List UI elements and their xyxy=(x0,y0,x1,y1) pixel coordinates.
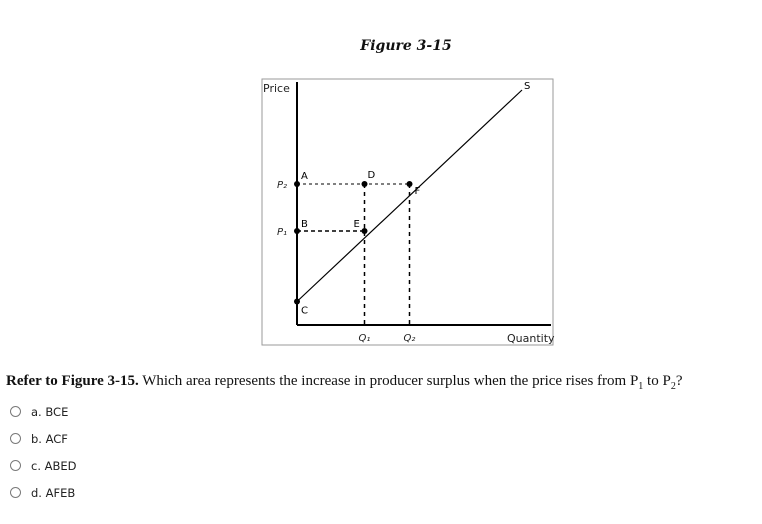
point-e-label: E xyxy=(353,219,360,230)
question-body-1: Which area represents the increase in producer surplus when the price rises from P xyxy=(138,373,639,389)
point-f-label: F xyxy=(414,186,421,197)
point-d-label: D xyxy=(367,170,376,181)
point-d-dot xyxy=(362,181,368,187)
y-tick-label-p2: P₂ xyxy=(277,180,288,191)
y-tick-label-p1: P₁ xyxy=(277,227,288,238)
radio-button[interactable] xyxy=(10,406,21,417)
point-b-dot xyxy=(294,228,300,234)
answer-options xyxy=(10,398,77,506)
option-d[interactable] xyxy=(10,479,77,506)
point-a-label: A xyxy=(301,171,308,182)
question-figure-ref: Refer to Figure 3-15. xyxy=(6,373,139,389)
radio-button[interactable] xyxy=(10,487,21,498)
option-a[interactable] xyxy=(10,398,77,425)
supply-curve-label: S xyxy=(524,81,531,92)
option-label: d. AFEB xyxy=(31,485,76,500)
option-c[interactable] xyxy=(10,452,77,479)
point-e-dot xyxy=(362,228,368,234)
question-p2-sub: 2 xyxy=(670,381,676,392)
option-label: a. BCE xyxy=(31,404,69,419)
point-b-label: B xyxy=(301,219,308,230)
option-label: c. ABED xyxy=(31,458,77,473)
question-body-3: ? xyxy=(675,373,683,389)
point-f-dot xyxy=(407,181,413,187)
x-axis-label: Quantity xyxy=(507,332,555,345)
figure-title: Figure 3-15 xyxy=(360,38,452,54)
point-a-dot xyxy=(294,181,300,187)
radio-button[interactable] xyxy=(10,433,21,444)
y-axis-label: Price xyxy=(263,82,290,95)
option-b[interactable] xyxy=(10,425,77,452)
x-tick-label-q1: Q₁ xyxy=(358,333,371,344)
question-p1-sub: 1 xyxy=(638,381,644,392)
question-text xyxy=(6,373,682,392)
question-body-2: to P xyxy=(643,373,671,389)
option-label: b. ACF xyxy=(31,431,68,446)
point-c-dot xyxy=(294,299,300,305)
x-tick-label-q2: Q₂ xyxy=(403,333,416,344)
point-c-label: C xyxy=(301,305,308,317)
radio-button[interactable] xyxy=(10,460,21,471)
